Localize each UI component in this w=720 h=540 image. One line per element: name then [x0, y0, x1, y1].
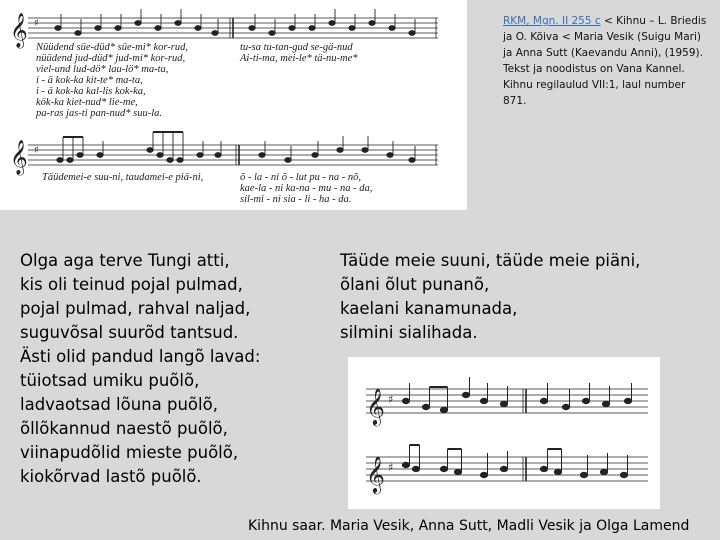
poem-line: pojal pulmad, rahval naljad, [20, 299, 251, 318]
lyric-line: sil-mi - ni sia - li - ha - da. [240, 194, 352, 205]
lyric-block-2 [240, 42, 358, 64]
lyric-line: pa-ras jas-ti pan-nud* suu-la. [36, 108, 162, 119]
lyric-line: viel-und lud-dö* lau-lö* ma-ta, [36, 64, 169, 75]
lyric-line: Nüüdend süe-düd* süe-mi* kor-rud, [36, 42, 189, 53]
lyric-line: Ai-ti-ma, mei-le* tä-nu-me* [240, 53, 358, 64]
staff-notation-bottom [348, 357, 660, 509]
svg-text:𝄞: 𝄞 [366, 387, 385, 425]
lyric-line: õ - la - ni õ - lut pu - na - nõ, [240, 172, 362, 183]
svg-text:♯: ♯ [34, 145, 39, 156]
lyric-line: i - ä kok-ka kit-te* ma-ta, [36, 75, 143, 86]
poem-line: kiokõrvad lastõ puõlõ. [20, 467, 202, 486]
source-citation [503, 13, 708, 109]
svg-text:♯: ♯ [34, 18, 39, 29]
poem-line: ladvaotsad lõuna puõlõ, [20, 395, 218, 414]
poem-line: kis oli teinud pojal pulmad, [20, 275, 243, 294]
music-score-bottom [348, 357, 660, 509]
svg-text:𝄞: 𝄞 [10, 13, 28, 48]
poem-line: silmini sialihada. [340, 323, 478, 342]
source-text: < Kihnu – L. Briedis ja O. Kõiva < Maria Vesik (Suigu Mari) ja Anna Sutt (Kaevandu Anni), (1959). Tekst ja noodistus on Vana Kannel. Kihnu regilaulud VII:1, laul number 871. [503, 15, 707, 107]
caption: Kihnu saar. Maria Vesik, Anna Sutt, Madli Vesik ja Olga Lamend [248, 518, 690, 534]
poem-line: suguvõsal suurõd tantsud. [20, 323, 239, 342]
lyric-block-3: Täüdemei-e suu-ni, taudamei-e piä-ni, [42, 172, 204, 183]
lyric-line: kök-ka kiet-nud* lie-me, [36, 97, 138, 108]
source-link[interactable]: RKM, Mgn. II 255 c [503, 15, 601, 27]
poem-line: Täüde meie suuni, täüde meie piäni, [340, 251, 641, 270]
poem-line: tüiotsad umiku puõlõ, [20, 371, 200, 390]
lyric-line: i - ä kok-ka kal-lis kok-ka, [36, 86, 146, 97]
poem-line: kaelani kanamunada, [340, 299, 518, 318]
svg-text:♯: ♯ [388, 393, 394, 406]
poem-left [20, 249, 295, 489]
lyric-line: tu-sa tu-tan-gud se-gä-nud [240, 42, 353, 53]
lyric-block-4 [240, 172, 372, 205]
svg-text:𝄞: 𝄞 [366, 455, 385, 493]
lyric-block-1 [36, 42, 188, 119]
poem-line: õllõkannud naestõ puõlõ, [20, 419, 228, 438]
music-score-top [0, 0, 467, 210]
poem-right [340, 249, 700, 345]
lyric-line: nüüdend jud-düd* jud-mi* kor-rud, [36, 53, 186, 64]
lyric-line: kae-la - ni ka-na - mu - na - da, [240, 183, 373, 194]
poem-line: õlani õlut punanõ, [340, 275, 490, 294]
svg-text:𝄞: 𝄞 [10, 140, 28, 175]
poem-line: Olga aga terve Tungi atti, [20, 251, 230, 270]
poem-line: Ästi olid pandud langõ lavad: [20, 347, 261, 366]
svg-text:♯: ♯ [388, 461, 394, 474]
poem-line: viinapudõlid mieste puõlõ, [20, 443, 239, 462]
